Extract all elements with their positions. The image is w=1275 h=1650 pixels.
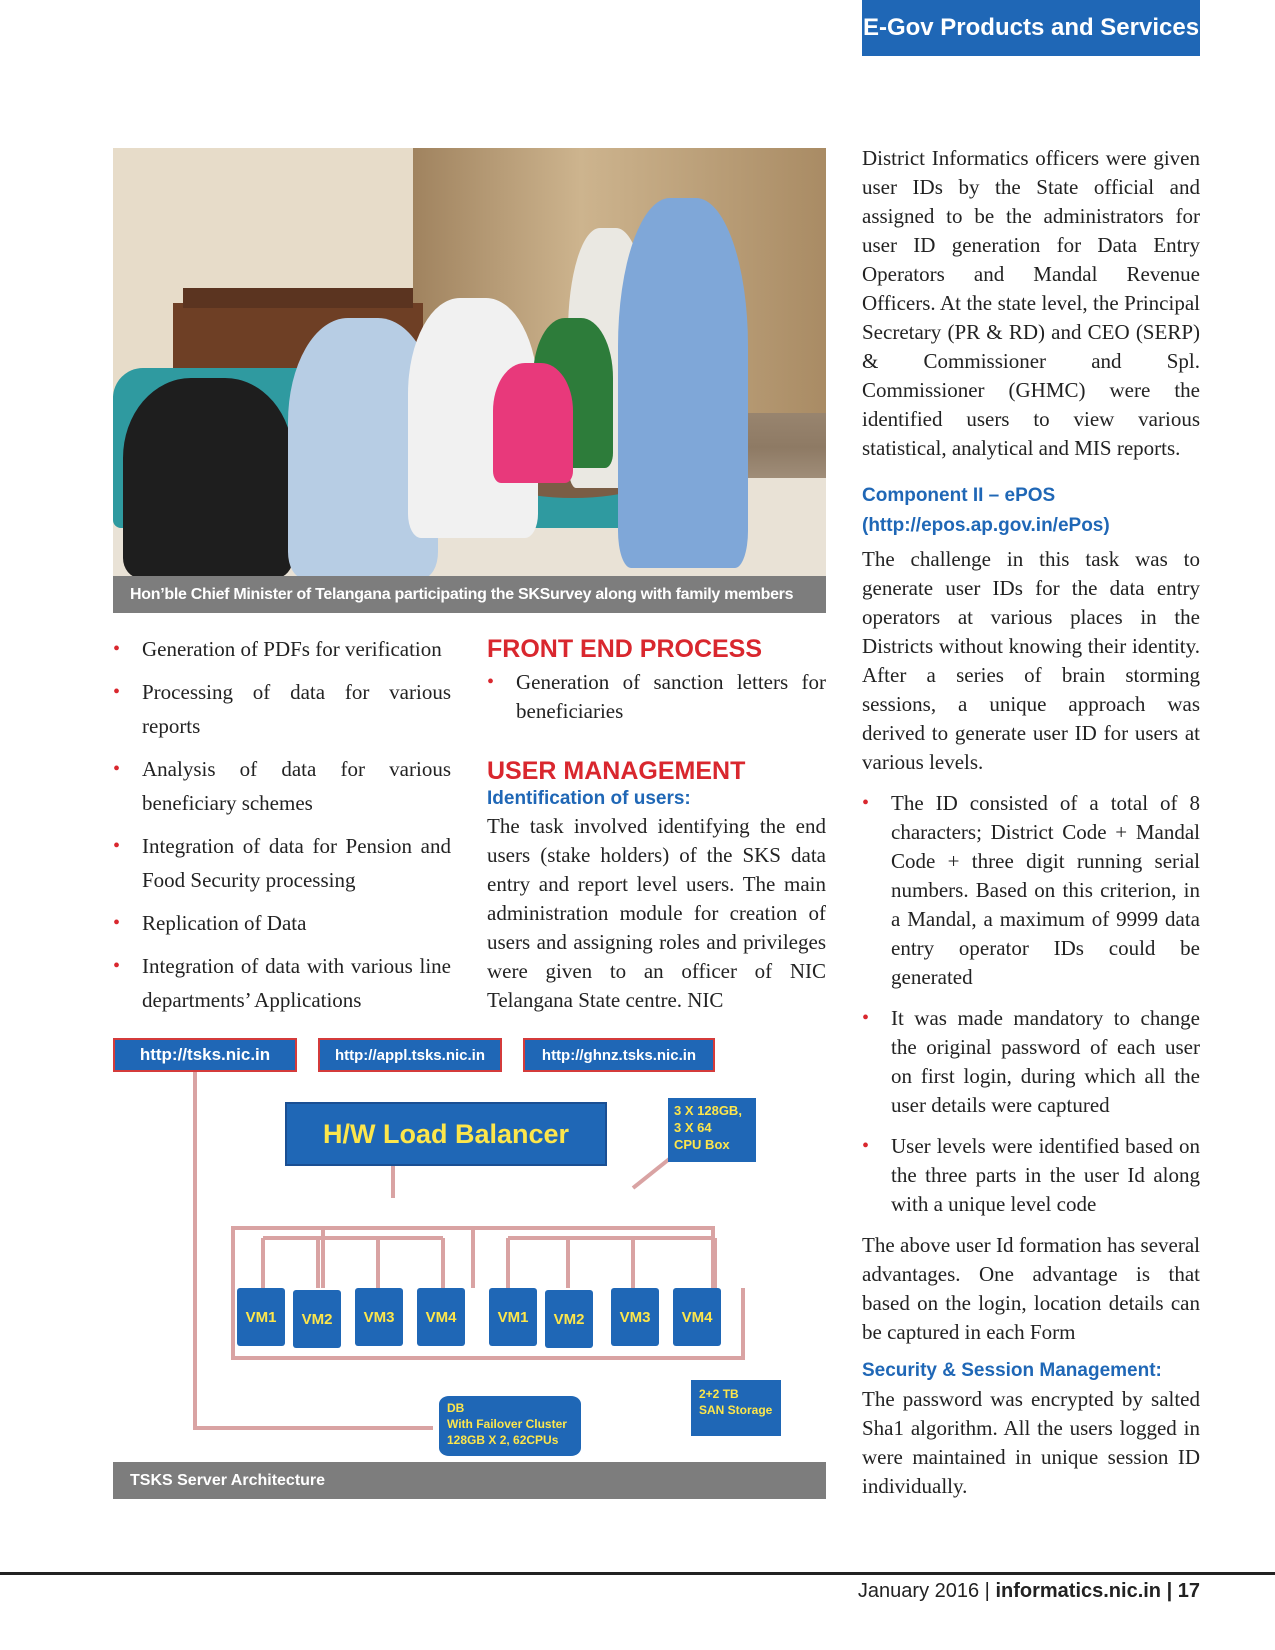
section-title: E-Gov Products and Services (862, 14, 1200, 41)
list-item: • Generation of PDFs for verification (113, 637, 442, 661)
intro-paragraph: District Informatics officers were given user IDs by the State official and assigned to be the administrators for user ID generation for Data Entry Operators and Mandal Revenue Officers. At the state level, the Principal Secretary (PR & RD) and CEO (SERP) & Commissioner and Spl. Commissioner (GHMC) were the identified users to view various statistical, analytical and MIS reports. (862, 146, 1200, 460)
list-item: • Replication of Data (113, 911, 307, 935)
diagram-caption (113, 1462, 826, 1499)
front-end-list (487, 668, 826, 726)
security-heading: Security & Session Management: (862, 1360, 1162, 1381)
list-item: • The ID consisted of a total of 8 characters; District Code + Mandal Code + three digit running serial numbers. Based on this criterion, in a Mandal, a maximum of 9999 data entry operator IDs could be generated (862, 791, 1200, 989)
vm-box: VM1 (489, 1288, 537, 1346)
component-heading (862, 481, 1200, 541)
component-title: Component II – ePOS (862, 485, 1056, 506)
footer-date: January 2016 | (857, 1580, 996, 1602)
list-item: • User levels were identified based on the three parts in the user Id along with a unique level code (862, 1134, 1200, 1216)
san-storage-box: 2+2 TB SAN Storage (691, 1380, 781, 1436)
column-left-bullets (113, 632, 451, 1026)
vm-box: VM4 (673, 1288, 721, 1346)
list-item: • Processing of data for various reports (113, 680, 451, 738)
vm-box: VM2 (293, 1290, 341, 1348)
event-photo (113, 148, 826, 576)
database-box: DB With Failover Cluster 128GB X 2, 62CPUs (439, 1396, 581, 1456)
identification-paragraph: The task involved identifying the end users (stake holders) of the SKS data entry and report level users. The main administration module for creation of users and assigning roles and privileges were given to an officer of NIC Telangana State centre. NIC (487, 814, 826, 1012)
processing-list (113, 632, 451, 1017)
advantages-paragraph: The above user Id formation has several advantages. One advantage is that based on the login, location details can be captured in each Form (862, 1233, 1200, 1344)
vm-box: VM2 (545, 1290, 593, 1348)
list-item: • Integration of data for Pension and Food Security processing (113, 834, 451, 892)
list-item: • It was made mandatory to change the original password of each user on first login, during which all the user details were captured (862, 1006, 1200, 1117)
list-item: • Analysis of data for various beneficiary schemes (113, 757, 451, 815)
photo-caption-text: Hon’ble Chief Minister of Telangana participating the SKSurvey along with family members (130, 585, 794, 603)
footer-separator: | (1161, 1580, 1178, 1602)
url-tsks: http://tsks.nic.in (113, 1038, 297, 1072)
url-appl: http://appl.tsks.nic.in (318, 1038, 502, 1072)
footer-site: informatics.nic.in (995, 1580, 1162, 1602)
url-ghnz: http://ghnz.tsks.nic.in (523, 1038, 715, 1072)
front-end-heading: FRONT END PROCESS (487, 635, 763, 663)
list-item: • Integration of data with various line departments’ Applications (113, 954, 451, 1012)
diagram-caption-text: TSKS Server Architecture (130, 1471, 326, 1489)
page-number: 17 (1177, 1580, 1200, 1602)
load-balancer-box: H/W Load Balancer (285, 1102, 607, 1166)
identification-heading: Identification of users: (487, 788, 691, 809)
footer-rule (0, 1572, 1275, 1575)
vm-box: VM4 (417, 1288, 465, 1346)
section-header-tab (862, 0, 1200, 56)
vm-box: VM3 (611, 1288, 659, 1346)
vm-box: VM1 (237, 1288, 285, 1346)
component-url: (http://epos.ap.gov.in/ePos) (862, 515, 1110, 536)
security-paragraph: The password was encrypted by salted Sha1 algorithm. All the users logged in were maintained in unique session ID individually. (862, 1387, 1200, 1498)
column-middle (487, 634, 826, 1015)
photo-caption (113, 576, 826, 613)
vm-box: VM3 (355, 1288, 403, 1346)
challenge-paragraph: The challenge in this task was to generate user IDs for the data entry operators at various places in the Districts without knowing their identity. After a series of brain storming sessions, a unique approach was derived to generate user ID for users at various levels. (862, 547, 1200, 774)
page-footer (858, 1580, 1200, 1603)
list-item: • Generation of sanction letters for beneficiaries (487, 670, 826, 723)
cpu-box: 3 X 128GB, 3 X 64 CPU Box (668, 1098, 756, 1162)
user-management-heading: USER MANAGEMENT (487, 757, 746, 785)
server-architecture-diagram (113, 1038, 826, 1462)
column-right (862, 144, 1200, 1501)
user-id-list (862, 789, 1200, 1219)
